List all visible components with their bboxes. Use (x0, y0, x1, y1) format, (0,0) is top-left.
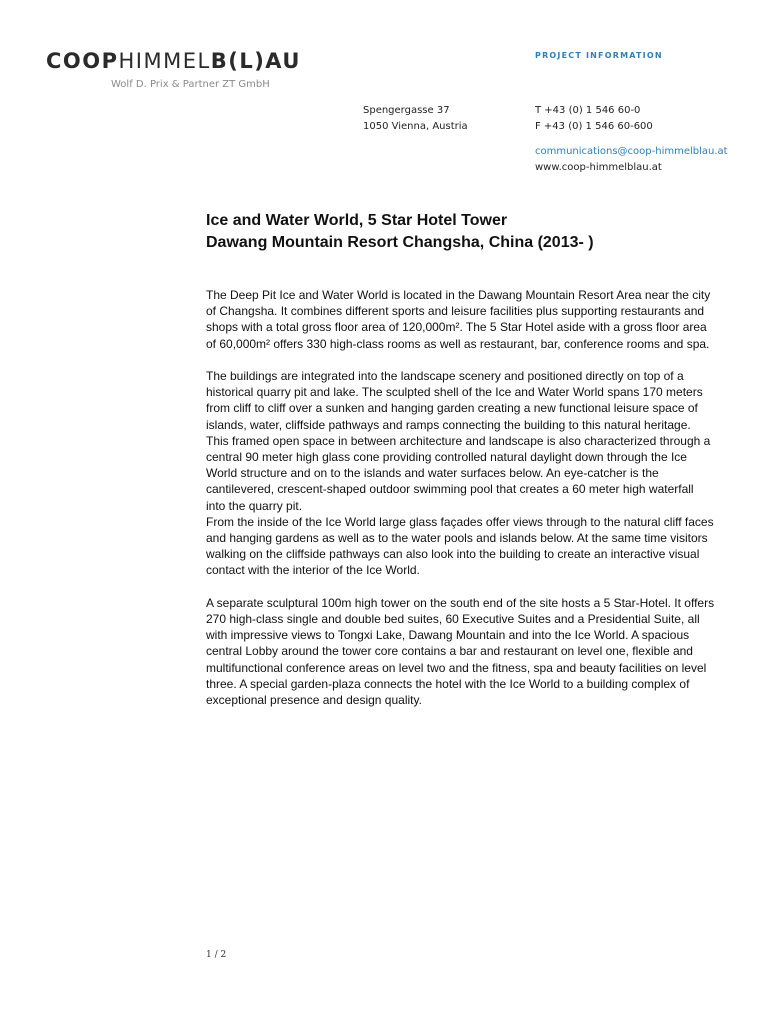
body-paragraph-3: From the inside of the Ice World large glass façades offer views through to the natural cliff faces and hanging gardens as well as to the water pools and islands below. At the same time visitors walking on the cliffside pathways can also look into the building to create an interactive visual contact with the interior of the Ice World. (206, 514, 714, 578)
document-body (206, 287, 716, 708)
address-city: 1050 Vienna, Austria (363, 121, 468, 132)
web-contact-block (535, 144, 728, 176)
document-title (206, 210, 726, 254)
phone-number: T +43 (0) 1 546 60-0 (535, 105, 641, 116)
phone-block (535, 103, 653, 135)
project-information-heading: PROJECT INFORMATION (535, 51, 663, 60)
website-link[interactable]: www.coop-himmelblau.at (535, 162, 662, 173)
fax-number: F +43 (0) 1 546 60-600 (535, 121, 653, 132)
address-street: Spengergasse 37 (363, 105, 450, 116)
body-paragraph-1: The Deep Pit Ice and Water World is located in the Dawang Mountain Resort Area near the city of Changsha. It combines different sports and leisure facilities plus supporting restaurants and shops with a total gross floor area of 120,000m². The 5 Star Hotel aside with a gross floor area of 60,000m² offers 330 high-class rooms as well as restaurant, bar, conference rooms and spa. (206, 288, 711, 351)
page-number: 1 / 2 (206, 950, 227, 960)
company-tagline: Wolf D. Prix & Partner ZT GmbH (111, 79, 270, 90)
logo-part-himmel: HIMMEL (118, 49, 211, 73)
address-block (363, 103, 468, 135)
title-line-2: Dawang Mountain Resort Changsha, China (2013- ) (206, 234, 594, 251)
body-paragraph-2: The buildings are integrated into the landscape scenery and positioned directly on top of a historical quarry pit and lake. The sculpted shell of the Ice and Water World spans 170 meters from cliff to cliff over a sunken and hanging garden creating a new functional leisure space of islands, water, cliffside pathways and ramps connecting the building to this natural heritage. This framed open space in between architecture and landscape is also characterized through a central 90 meter high glass cone providing controlled natural daylight down through the Ice World structure and on to the islands and water surfaces below. An eye-catcher is the cantilevered, crescent-shaped outdoor swimming pool that creates a 60 meter high waterfall into the quarry pit. (206, 369, 711, 513)
email-link[interactable]: communications@coop-himmelblau.at (535, 146, 728, 157)
company-logo (46, 48, 301, 74)
title-line-1: Ice and Water World, 5 Star Hotel Tower (206, 212, 508, 229)
logo-part-blau: B(L)AU (210, 49, 301, 73)
logo-part-coop: COOP (46, 49, 119, 73)
body-paragraph-4: A separate sculptural 100m high tower on the south end of the site hosts a 5 Star-Hotel. It offers 270 high-class single and double bed suites, 60 Executive Suites and a Presidential Suite, all with impressive views to Tongxi Lake, Dawang Mountain and into the Ice World. A spacious central Lobby around the tower core contains a bar and restaurant on level one, flexible and multifunctional conference areas on level two and the fitness, spa and beauty facilities on level three. A special garden-plaza connects the hotel with the Ice World to a building complex of exceptional presence and design quality. (206, 595, 715, 708)
